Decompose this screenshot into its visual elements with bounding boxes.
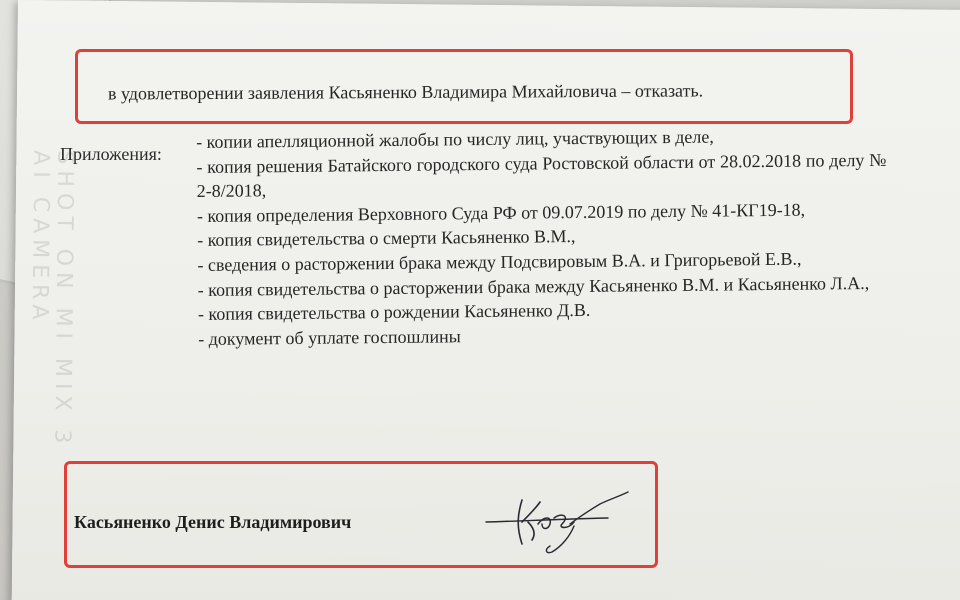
attachment-item: - документ об уплате госпошлины [198, 325, 461, 349]
attachment-item: - копия решения Батайского городского суда Ростовской области от 28.02.2018 по делу № 2-8/2018, [196, 149, 887, 202]
watermark-line-1: SHOT ON MI MIX 3 [49, 150, 78, 450]
attachment-item: - копия свидетельства о расторжении брака между Касьяненко В.М. и Касьяненко Л.А., [197, 272, 870, 300]
attachments-list [196, 123, 888, 352]
attachment-item: - копии апелляционной жалобы по числу лиц, участвующих в деле, [196, 126, 714, 152]
attachment-item: - копия свидетельства о смерти Касьяненко В.М., [197, 226, 576, 251]
attachment-item: - сведения о расторжении брака между Подсвировым В.А. и Григорьевой Е.В., [197, 248, 802, 275]
handwritten-signature [482, 488, 632, 558]
decision-text: в удовлетворении заявления Касьяненко Владимира Михайловича – отказать. [107, 80, 704, 104]
camera-watermark [25, 150, 76, 450]
attachments-label: Приложения: [60, 144, 162, 164]
watermark-line-2: AI CAMERA [26, 150, 54, 326]
attachment-item: - копия определения Верховного Суда РФ от 09.07.2019 по делу № 41-КГ19-18, [196, 199, 806, 226]
attachment-item: - копия свидетельства о рождении Касьяненко Д.В. [197, 300, 591, 325]
signer-name: Касьяненко Денис Владимирович [74, 512, 352, 532]
